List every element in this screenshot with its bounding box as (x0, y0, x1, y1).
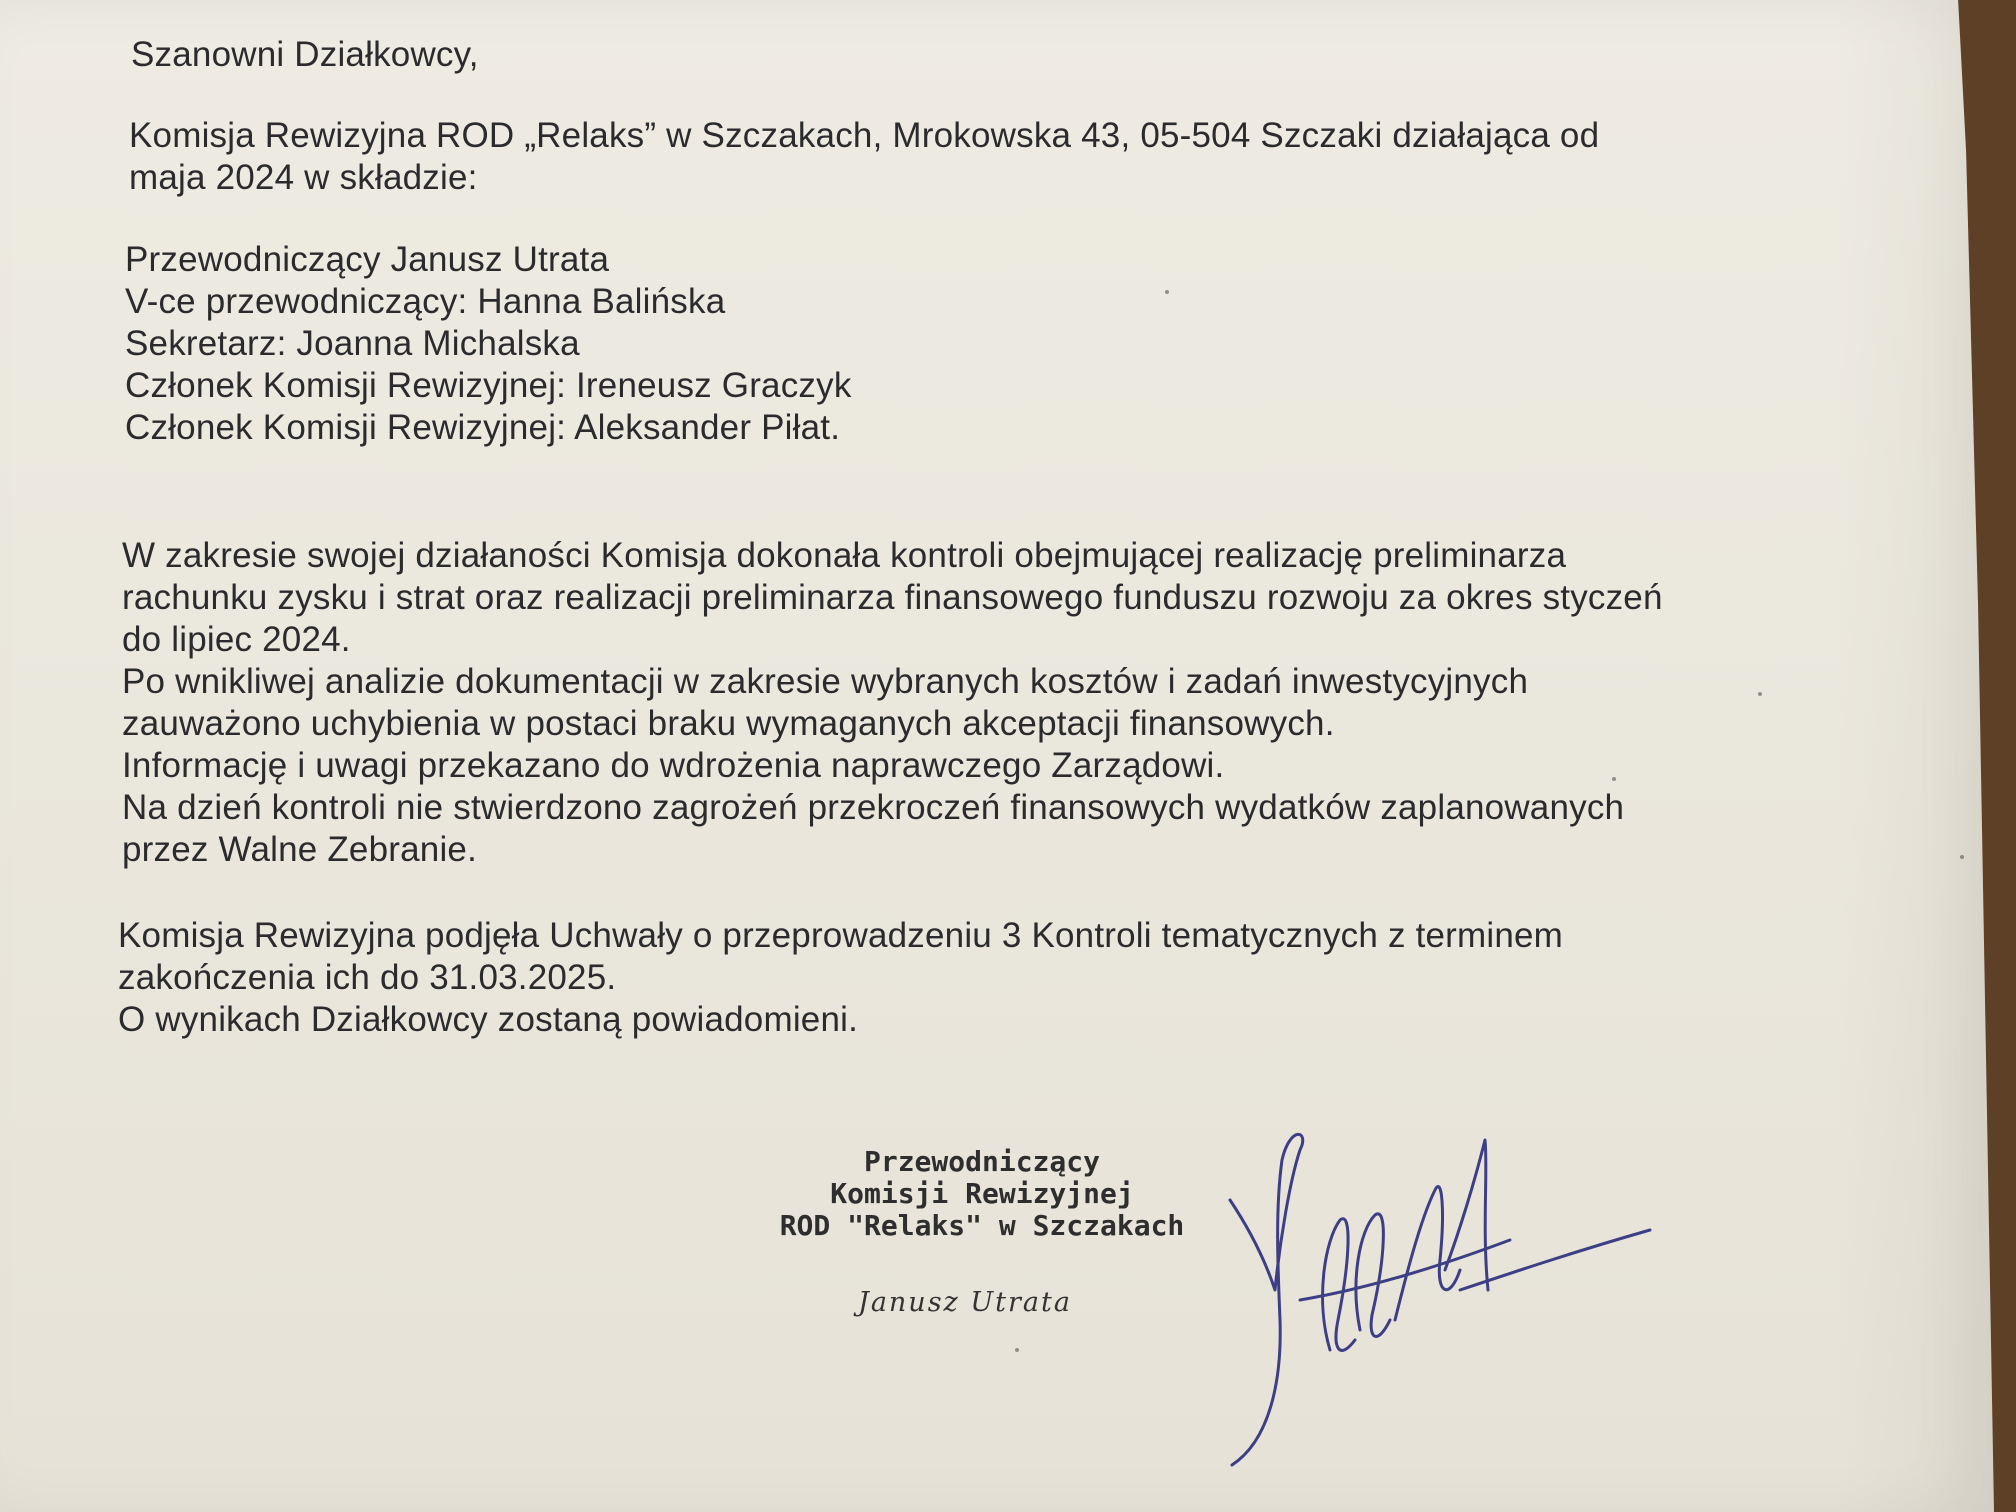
stamp-name: Janusz Utrata (858, 1287, 1072, 1318)
closing-paragraph (118, 915, 1563, 1041)
member-line: Przewodniczący Janusz Utrata (125, 240, 610, 279)
paper-speck (1612, 777, 1616, 781)
member-line: Członek Komisji Rewizyjnej: Ireneusz Graczyk (125, 366, 852, 405)
intro-line: maja 2024 w składzie: (129, 158, 478, 197)
member-line: V-ce przewodniczący: Hanna Balińska (125, 282, 726, 321)
body-line: zauważono uchybienia w postaci braku wymaganych akceptacji finansowych. (122, 704, 1335, 743)
handwritten-signature (1220, 1120, 1680, 1480)
member-line: Członek Komisji Rewizyjnej: Aleksander Piłat. (125, 408, 841, 447)
body-paragraph (122, 535, 1663, 871)
body-line: rachunku zysku i strat oraz realizacji preliminarza finansowego funduszu rozwoju za okres styczeń (122, 578, 1663, 617)
stamp-line: Przewodniczący (863, 1145, 1100, 1178)
body-line: Po wnikliwej analizie dokumentacji w zakresie wybranych kosztów i zadań inwestycyjnych (122, 662, 1529, 701)
stamp-line: ROD "Relaks" w Szczakach (779, 1209, 1185, 1242)
paper-speck (1758, 692, 1762, 696)
body-line: przez Walne Zebranie. (122, 830, 478, 869)
body-line: W zakresie swojej działaności Komisja dokonała kontroli obejmującej realizację preliminarza (122, 536, 1567, 575)
intro-paragraph (129, 115, 1599, 199)
member-line: Sekretarz: Joanna Michalska (125, 324, 580, 363)
stamp-line: Komisji Rewizyjnej (830, 1177, 1134, 1210)
paper-speck (1960, 855, 1964, 859)
closing-line: O wynikach Działkowcy zostaną powiadomieni. (118, 1000, 859, 1039)
body-line: do lipiec 2024. (122, 620, 351, 659)
members-list (125, 239, 852, 449)
closing-line: Komisja Rewizyjna podjęła Uchwały o przeprowadzeniu 3 Kontroli tematycznych z terminem (118, 916, 1564, 955)
body-line: Informację i uwagi przekazano do wdrożenia naprawczego Zarządowi. (122, 746, 1225, 785)
paper-speck (1015, 1348, 1019, 1352)
salutation-text: Szanowni Działkowcy, (131, 35, 479, 74)
salutation (131, 34, 479, 76)
closing-line: zakończenia ich do 31.03.2025. (118, 958, 617, 997)
signature-stamp (752, 1146, 1212, 1242)
intro-line: Komisja Rewizyjna ROD „Relaks” w Szczakach, Mrokowska 43, 05-504 Szczaki działająca od (129, 116, 1600, 155)
body-line: Na dzień kontroli nie stwierdzono zagrożeń przekroczeń finansowych wydatków zaplanowanych (122, 788, 1625, 827)
paper-speck (1165, 290, 1169, 294)
